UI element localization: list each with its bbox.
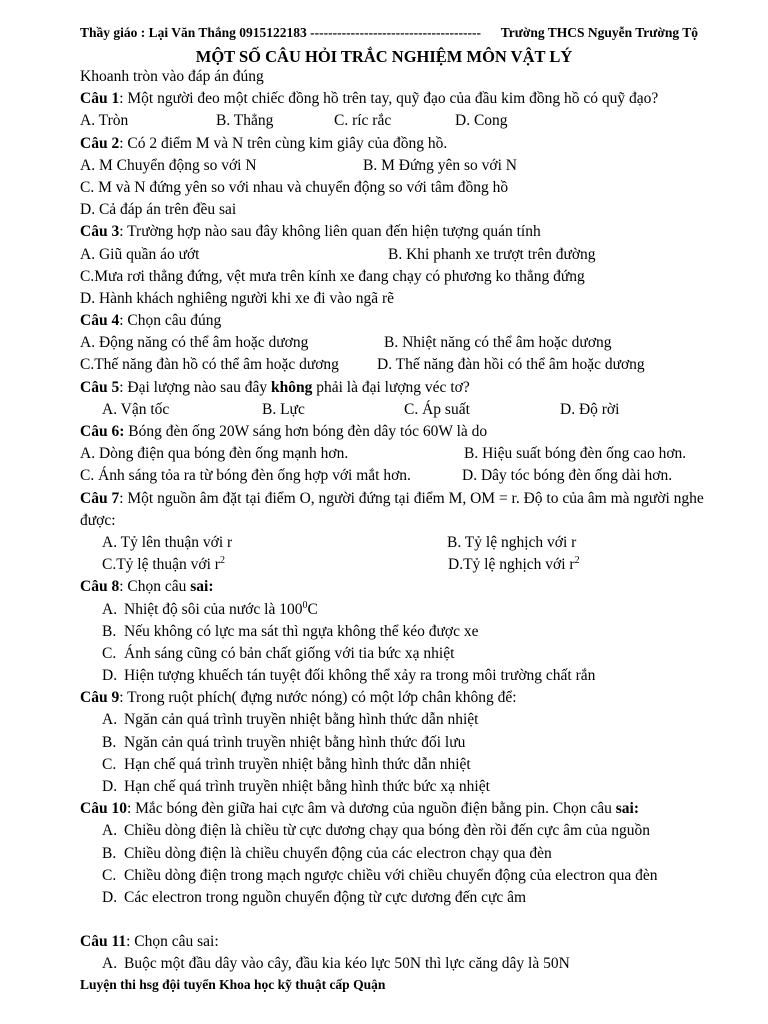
question-5: Câu 5: Đại lượng nào sau đây không phải là đại lượng véc tơ? xyxy=(80,378,470,396)
option-a: A. Ngăn cản quá trình truyền nhiệt bằng hình thức dẫn nhiệt xyxy=(102,711,479,729)
option-c: C. Chiều dòng điện trong mạch ngược chiều với chiều chuyển động của electron qua đèn xyxy=(102,866,658,884)
option-b: B. M Đứng yên so với N xyxy=(363,156,517,174)
page-header xyxy=(80,25,698,41)
spacer xyxy=(80,909,710,931)
option-b: B. Ngăn cản quá trình truyền nhiệt bằng hình thức đối lưu xyxy=(102,733,466,751)
question-1-options xyxy=(80,110,710,132)
option-d: D. Hiện tượng khuếch tán tuyệt đối không thể xảy ra trong môi trường chất rắn xyxy=(102,667,596,685)
option-d: D. Các electron trong nguồn chuyển động từ cực dương đến cực âm xyxy=(102,888,527,906)
option-c: C.Tỷ lệ thuận với $r^2$ xyxy=(102,555,225,574)
question-2: Câu 2: Có 2 điểm M và N trên cùng kim giây của đồng hồ. xyxy=(80,134,448,152)
question-7-options-ab xyxy=(80,532,710,554)
option-a: A. Nhiệt độ sôi của nước là $100^0C$ xyxy=(102,599,318,618)
option-b: B. Nếu không có lực ma sát thì ngựa không thể kéo được xe xyxy=(102,622,479,640)
instruction: Khoanh tròn vào đáp án đúng xyxy=(80,68,264,85)
header-school: Trường THCS Nguyễn Trường Tộ xyxy=(500,25,698,40)
question-2-options-ab xyxy=(80,155,710,177)
option-d: D. Dây tóc bóng đèn ống dài hơn. xyxy=(462,467,673,485)
question-11: Câu 11: Chọn câu sai: xyxy=(80,933,219,951)
question-4: Câu 4: Chọn câu đúng xyxy=(80,312,222,330)
option-a: A. Dòng điện qua bóng đèn ống mạnh hơn. xyxy=(80,445,349,463)
option-a: A. Buộc một đầu dây vào cây, đầu kia kéo lực 50N thì lực căng dây là 50N xyxy=(102,955,570,973)
option-c: C. Ánh sáng tỏa ra từ bóng đèn ống hợp với mắt hơn. xyxy=(80,467,411,485)
option-c: C. Ánh sáng cũng có bản chất giống với tia bức xạ nhiệt xyxy=(102,644,455,662)
option-b: B. Thẳng xyxy=(216,112,274,130)
question-3: Câu 3: Trường hợp nào sau đây không liên quan đến hiện tượng quán tính xyxy=(80,223,541,241)
option-b: B. Khi phanh xe trượt trên đường xyxy=(388,245,596,263)
option-c: C. M và N đứng yên so với nhau và chuyển động so với tâm đồng hồ xyxy=(80,178,509,196)
option-b: B. Chiều dòng điện là chiều chuyển động của các electron chạy qua đèn xyxy=(102,844,552,862)
option-c: C. Hạn chế quá trình truyền nhiệt bằng hình thức dẫn nhiệt xyxy=(102,755,471,773)
question-5-options xyxy=(80,399,710,421)
question-7: Câu 7: Một nguồn âm đặt tại điểm O, người đứng tại điểm M, OM = r. Độ to của âm mà người nghe được: xyxy=(80,489,704,529)
option-b: B. Hiệu suất bóng đèn ống cao hơn. xyxy=(464,445,687,463)
question-6-options-ab xyxy=(80,443,710,465)
question-6: Câu 6: Bóng đèn ống 20W sáng hơn bóng đèn dây tóc 60W là do xyxy=(80,423,488,440)
question-4-options-ab xyxy=(80,332,710,354)
question-3-options-ab xyxy=(80,244,710,266)
option-c: C. Áp suất xyxy=(404,400,470,418)
question-8: Câu 8: Chọn câu sai: xyxy=(80,578,214,596)
option-b: B. Lực xyxy=(262,400,305,418)
header-teacher: Thầy giáo : Lại Văn Thắng 0915122183 -------------------------------------- xyxy=(80,25,482,40)
question-1: Câu 1: Một người đeo một chiếc đồng hồ trên tay, quỹ đạo của đầu kim đồng hồ có quỹ đạo? xyxy=(80,90,659,108)
question-10: Câu 10: Mắc bóng đèn giữa hai cực âm và dương của nguồn điện bằng pin. Chọn câu sai: xyxy=(80,800,640,818)
option-d: D. Độ rời xyxy=(560,400,620,418)
question-7-options-cd xyxy=(80,554,710,576)
page-title: MỘT SỐ CÂU HỎI TRẮC NGHIỆM MÔN VẬT LÝ xyxy=(195,47,573,66)
option-a: A. Giũ quần áo ướt xyxy=(80,245,200,263)
option-d: D.Tỷ lệ nghịch với $r^2$ xyxy=(448,555,580,574)
option-d: D. Hạn chế quá trình truyền nhiệt bằng hình thức bức xạ nhiệt xyxy=(102,778,490,796)
option-a: A. M Chuyển động so với N xyxy=(80,156,257,174)
option-a: A. Tròn xyxy=(80,112,129,130)
option-d: D. Hành khách nghiêng người khi xe đi vào ngã rẽ xyxy=(80,289,395,307)
option-a: A. Động năng có thể âm hoặc dương xyxy=(80,334,309,352)
question-4-options-cd xyxy=(80,354,710,376)
page-footer: Luyện thi hsg đội tuyển Khoa học kỹ thuật cấp Quận xyxy=(80,977,386,992)
question-9: Câu 9: Trong ruột phích( đựng nước nóng) có một lớp chân không để: xyxy=(80,689,517,707)
option-b: B. Tỷ lệ nghịch với r xyxy=(447,533,577,551)
option-d: D. Cong xyxy=(455,112,508,130)
option-b: B. Nhiệt năng có thể âm hoặc dương xyxy=(384,334,612,352)
option-a: A. Vận tốc xyxy=(102,400,170,418)
option-d: D. Cả đáp án trên đều sai xyxy=(80,201,237,219)
option-a: A. Chiều dòng điện là chiều từ cực dương chạy qua bóng đèn rồi đến cực âm của nguồn xyxy=(102,822,651,840)
question-6-options-cd xyxy=(80,465,710,487)
option-c: C.Mưa rơi thẳng đứng, vệt mưa trên kính xe đang chạy có phương ko thẳng đứng xyxy=(80,267,585,285)
questions-body xyxy=(80,66,710,976)
option-a: A. Tỷ lên thuận với r xyxy=(102,533,233,551)
option-d: D. Thế năng đàn hồi có thể âm hoặc dương xyxy=(377,356,645,374)
option-c: C. ríc rắc xyxy=(334,112,392,130)
option-c: C.Thế năng đàn hồ có thể âm hoặc dương xyxy=(80,356,339,374)
